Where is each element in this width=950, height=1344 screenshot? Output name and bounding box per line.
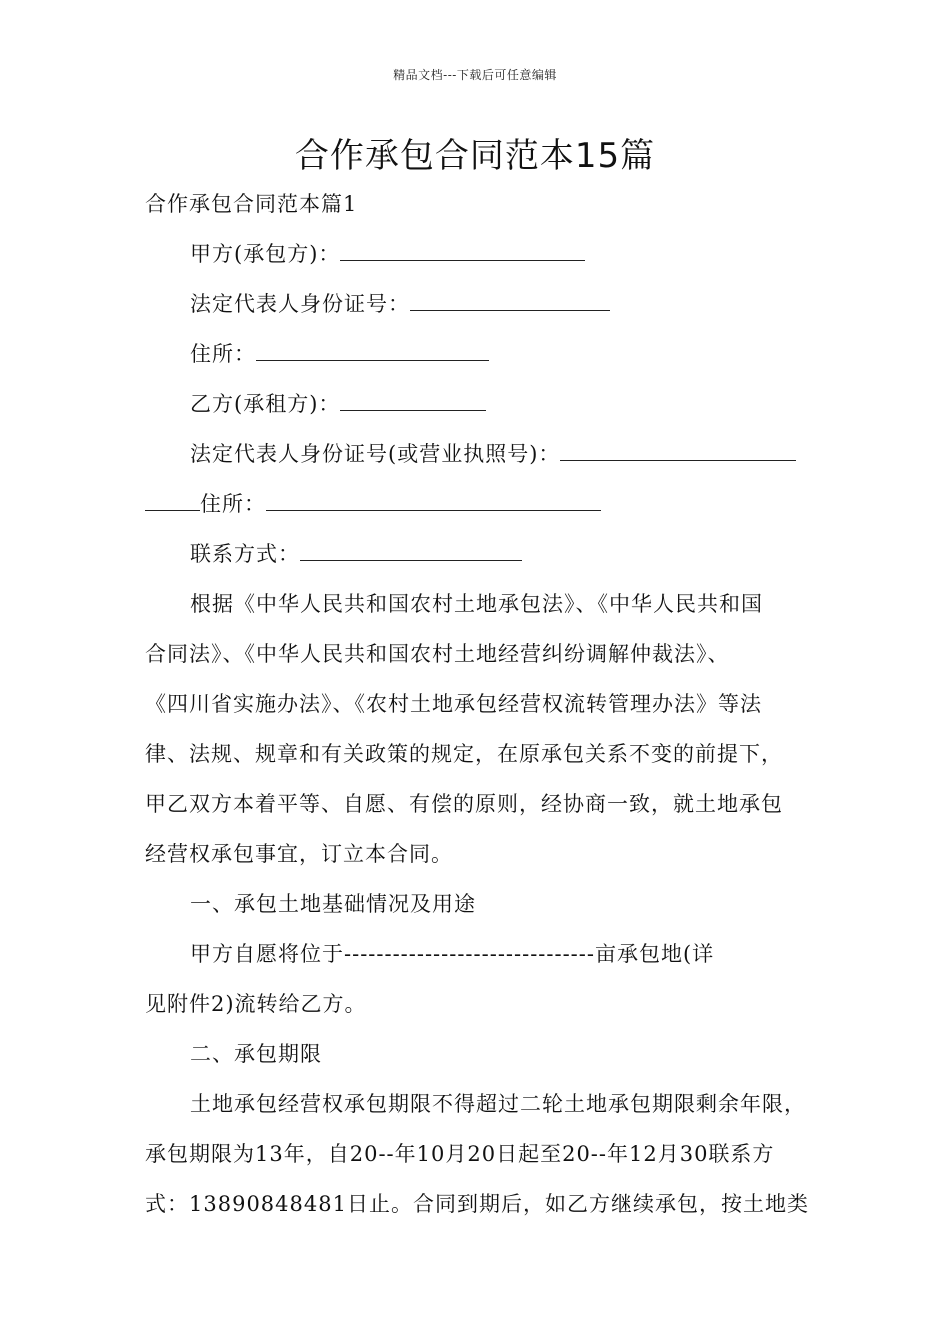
party-a-address-label: 住所： (190, 342, 256, 366)
party-b-blank (340, 392, 486, 411)
party-b-address-label: 住所： (200, 492, 266, 516)
paragraph-line: 《四川省实施办法》、《农村土地承包经营权流转管理办法》等法 (145, 692, 762, 716)
section-heading: 合作承包合同范本篇1 (145, 192, 358, 216)
party-a-id-label: 法定代表人身份证号： (190, 292, 410, 316)
paragraph-line: 根据《中华人民共和国农村土地承包法》、《中华人民共和国 (190, 592, 763, 616)
contact-label: 联系方式： (190, 542, 300, 566)
party-b-address-line (145, 488, 601, 518)
paragraph-line: 律、法规、规章和有关政策的规定，在原承包关系不变的前提下， (145, 742, 783, 766)
party-a-blank (340, 242, 585, 261)
party-b-id-blank (560, 442, 796, 461)
paragraph-line: 甲方自愿将位于-------------------------------亩承包地(详 (190, 942, 715, 966)
party-b-label: 乙方(承租方)： (190, 392, 341, 416)
party-a-address-line (190, 338, 489, 368)
paragraph-line: 经营权承包事宜，订立本合同。 (145, 842, 453, 866)
party-a-id-line (190, 288, 610, 318)
party-a-line (190, 238, 585, 268)
party-a-label: 甲方(承包方)： (190, 242, 341, 266)
party-b-id-label: 法定代表人身份证号(或营业执照号)： (190, 442, 561, 466)
party-a-id-blank (410, 292, 610, 311)
paragraph-line: 合同法》、《中华人民共和国农村土地经营纠纷调解仲裁法》、 (145, 642, 730, 666)
document-title: 合作承包合同范本15篇 (294, 136, 656, 176)
paragraph-line: 土地承包经营权承包期限不得超过二轮土地承包期限剩余年限， (190, 1092, 806, 1116)
paragraph-line: 式：13890848481日止。合同到期后，如乙方继续承包，按土地类 (145, 1192, 809, 1216)
clause-heading: 二、承包期限 (190, 1042, 322, 1066)
clause-heading: 一、承包土地基础情况及用途 (190, 892, 476, 916)
party-a-address-blank (256, 342, 489, 361)
page-header: 精品文档---下载后可任意编辑 (393, 68, 557, 82)
paragraph-line: 承包期限为13年，自20--年10月20日起至20--年12月30联系方 (145, 1142, 775, 1166)
party-b-id-blank-continued (145, 492, 200, 511)
paragraph-line: 甲乙双方本着平等、自愿、有偿的原则，经协商一致，就土地承包 (145, 792, 783, 816)
party-b-id-line (190, 438, 796, 468)
contact-line (190, 538, 522, 568)
contact-blank (300, 542, 522, 561)
paragraph-line: 见附件2)流转给乙方。 (145, 992, 367, 1016)
party-b-line (190, 388, 486, 418)
party-b-address-blank (266, 492, 601, 511)
